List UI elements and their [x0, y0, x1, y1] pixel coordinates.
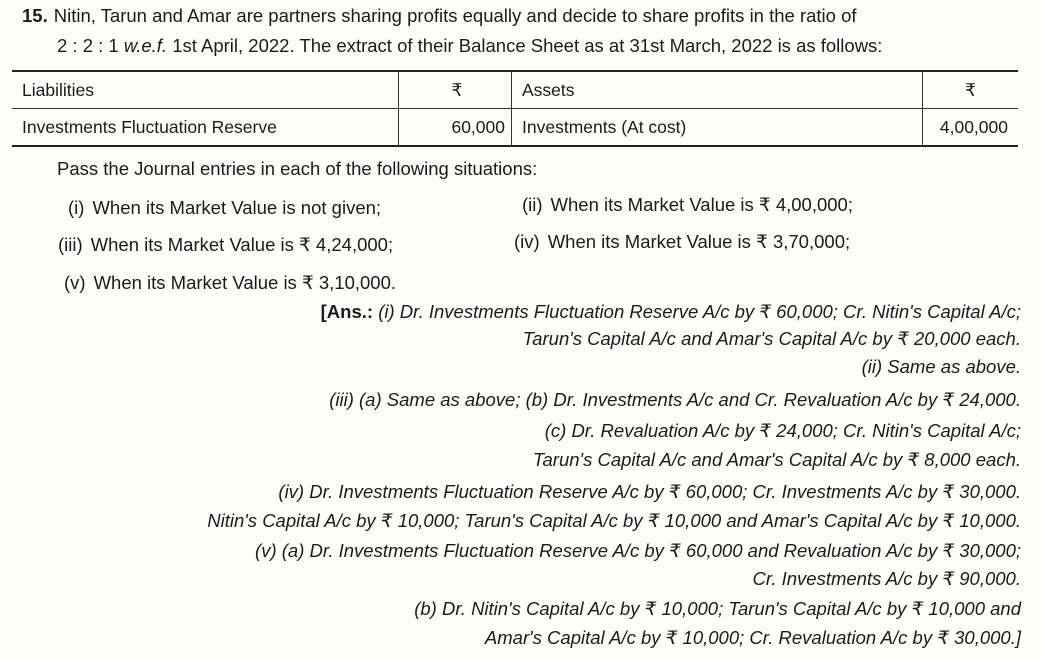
answer-line-10: Cr. Investments A/c by ₹ 90,000.: [752, 568, 1021, 589]
header-liabilities: Liabilities: [12, 71, 399, 109]
question-line-1: [22, 5, 857, 27]
situation-number: (ii): [522, 194, 543, 215]
question-text-1: Nitin, Tarun and Amar are partners sharing profits equally and decide to share profits in the ratio of: [53, 5, 857, 26]
question-text-2: 1st April, 2022. The extract of their Balance Sheet as at 31st March, 2022 is as follows:: [167, 35, 883, 56]
asset-amount: 4,00,000: [923, 109, 1019, 147]
answer-line-7: (iv) Dr. Investments Fluctuation Reserve A/c by ₹ 60,000; Cr. Investments A/c by ₹ 30,000.: [278, 481, 1021, 502]
situation-number: (iii): [58, 234, 83, 255]
situation-4: [514, 231, 850, 253]
answer-line-12: Amar's Capital A/c by ₹ 10,000; Cr. Revaluation A/c by ₹ 30,000.]: [484, 627, 1021, 648]
answer-line-11: (b) Dr. Nitin's Capital A/c by ₹ 10,000; Tarun's Capital A/c by ₹ 10,000 and: [414, 598, 1021, 619]
answer-line-8: Nitin's Capital A/c by ₹ 10,000; Tarun's Capital A/c by ₹ 10,000 and Amar's Capital A/c by ₹ 10,000.: [207, 510, 1021, 531]
wef-text: w.e.f.: [123, 35, 168, 56]
situation-number: (i): [68, 197, 85, 218]
header-currency-liabilities: ₹: [399, 71, 512, 109]
situation-1: [68, 197, 381, 219]
header-currency-assets: ₹: [923, 71, 1019, 109]
answer-line-5: (c) Dr. Revaluation A/c by ₹ 24,000; Cr. Nitin's Capital A/c;: [544, 420, 1021, 441]
situation-3: [58, 234, 393, 256]
situation-2: [522, 194, 853, 216]
balance-sheet-table: [12, 70, 1018, 147]
instruction-text: Pass the Journal entries in each of the following situations:: [57, 158, 538, 179]
situation-number: (iv): [514, 231, 540, 252]
table-header-row: [12, 71, 1018, 109]
answer-label: [Ans.:: [320, 301, 374, 322]
situation-text: When its Market Value is not given;: [92, 197, 382, 218]
situation-number: (v): [64, 272, 86, 293]
answer-line-4: (iii) (a) Same as above; (b) Dr. Investments A/c and Cr. Revaluation A/c by ₹ 24,000.: [329, 389, 1021, 410]
answer-line-1: [321, 301, 1021, 323]
header-assets: Assets: [512, 71, 923, 109]
situation-text: When its Market Value is ₹ 4,00,000;: [550, 194, 853, 215]
liability-amount: 60,000: [399, 109, 512, 147]
answer-line-3: (ii) Same as above.: [861, 356, 1021, 377]
ratio-text: 2 : 2 : 1: [57, 35, 124, 56]
answer-line-9: (v) (a) Dr. Investments Fluctuation Reserve A/c by ₹ 60,000 and Revaluation A/c by ₹ 30,000;: [255, 540, 1021, 561]
situation-text: When its Market Value is ₹ 4,24,000;: [90, 234, 394, 255]
question-number: 15.: [22, 5, 48, 26]
question-line-2: [57, 35, 882, 57]
liability-name: Investments Fluctuation Reserve: [12, 109, 399, 147]
situation-text: When its Market Value is ₹ 3,70,000;: [547, 231, 851, 252]
situation-text: When its Market Value is ₹ 3,10,000.: [93, 272, 397, 293]
table-row: [12, 109, 1018, 147]
answer-line-2: Tarun's Capital A/c and Amar's Capital A/c by ₹ 20,000 each.: [522, 328, 1021, 349]
situation-5: [64, 272, 396, 294]
asset-name: Investments (At cost): [512, 109, 923, 147]
answer-text: (i) Dr. Investments Fluctuation Reserve A/c by ₹ 60,000; Cr. Nitin's Capital A/c;: [378, 301, 1021, 322]
answer-line-6: Tarun's Capital A/c and Amar's Capital A/c by ₹ 8,000 each.: [532, 449, 1021, 470]
